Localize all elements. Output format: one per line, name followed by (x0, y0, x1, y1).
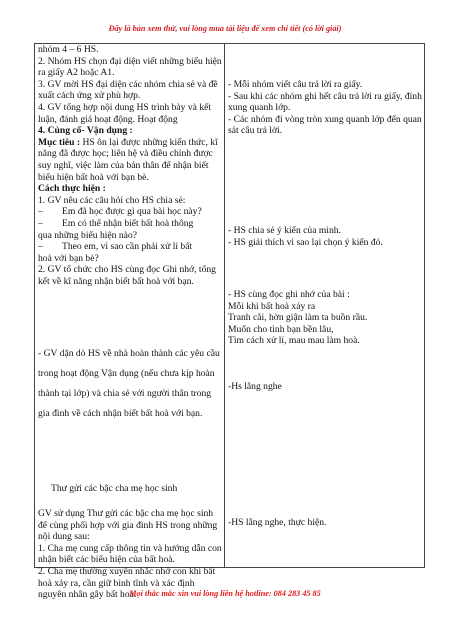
group-responses (228, 79, 422, 137)
question-item: – Theo em, vì sao cần phải xử lí bất (38, 241, 193, 253)
goal-paragraph (38, 137, 222, 183)
poem-line: Muốn cho tình bạn bền lâu, (228, 323, 334, 335)
memory-poem (228, 289, 422, 347)
response-text: - HS chia sẻ ý kiến của mình. (228, 225, 341, 236)
response-text: - Các nhóm đi vòng tròn xung quanh lớp đến quan sát câu trả lời. (228, 113, 422, 137)
question-text: Em có thể nhận biết bất hoà thông (62, 217, 194, 229)
share-responses (228, 225, 422, 248)
method-heading: Cách thực hiện : (38, 183, 106, 195)
goal-text: HS ôn lại được những kiến thức, kĩ năng đã được học; liên hệ và điều chỉnh được suy nghĩ, việc làm của bản thân để nhận biết biểu hiện bất hoà với bạn bè. (38, 136, 218, 183)
letter-title (51, 483, 222, 495)
poem-line: Tranh cãi, hờn giận làm ta buồn rầu. (228, 312, 368, 324)
response-text: -Hs lắng nghe (228, 381, 282, 392)
letter-item: 2. Cha mẹ thường xuyên nhắc nhở con khi bất hoà xảy ra, cần giữ bình tĩnh và xác định nguyên nhân gây bất hoà. (38, 565, 216, 601)
step-text: 2. GV tổ chức cho HS cùng đọc Ghi nhớ, tổng kết về kĩ năng nhận biết bất hoà với bạn. (38, 264, 216, 287)
homework-text: - GV dặn dò HS về nhà hoàn thành các yêu cầu trong hoạt động Vận dụng (nếu chưa kịp hoàn thành tại lớp) và chia sẻ với người thân trong gia đình về cách nhận biết bất hoà với bạn. (38, 348, 220, 419)
poem-line: Tìm cách xử lí, mau mau làm hoà. (228, 335, 360, 347)
question-item: – Em có thể nhận biết bất hoà thông (38, 217, 194, 229)
step-text: 4. GV tổng hợp nội dung HS trình bày và kết luận, đánh giá hoạt động. Hoạt động (38, 101, 212, 125)
letter-intro: GV sử dụng Thư gửi các bậc cha mẹ học sinh để cùng phối hợp với gia đình HS trong những nội dung sau: (38, 508, 218, 543)
step-text: nhóm 4 – 6 HS. (38, 44, 99, 55)
poem-line: Mỗi khi bất hoà xảy ra (228, 300, 316, 312)
step-text: 3. GV mời HS đại diện các nhóm chia sẻ và đề xuất cách ứng xử phù hợp. (38, 78, 218, 102)
question-text: Theo em, vì sao cần phải xử lí bất (62, 241, 193, 253)
question-text-cont: qua những biểu hiện nào? (38, 229, 137, 241)
section-heading: 4. Củng cố- Vận dụng : (38, 125, 133, 137)
response-text: - HS cùng đọc ghi nhớ của bài : (228, 289, 350, 300)
response-text: -HS lắng nghe, thực hiện. (228, 517, 327, 528)
question-text: Em đã học được gì qua bài học này? (62, 206, 202, 218)
homework-paragraph (38, 344, 222, 424)
listen-do-response (228, 517, 422, 529)
question-text-cont: hoà với bạn bè? (38, 252, 99, 264)
hotline-notice: Mọi thắc mắc xin vui lòng liên hệ hotline: 084 283 45 85 (129, 589, 321, 598)
response-text: - Sau khi các nhóm ghi hết câu trả lời ra giấy, đính xung quanh lớp. (228, 90, 422, 114)
listen-response (228, 381, 422, 393)
letter-section (38, 508, 222, 601)
response-text: - HS giải thích vì sao lại chọn ý kiến đó. (228, 236, 383, 248)
question-item: – Em đã học được gì qua bài học này? (38, 206, 202, 218)
letter-item: 1. Cha mẹ cung cấp thông tin và hướng dẫn con nhận biết các biểu hiện của bất hoà. (38, 542, 222, 566)
letter-title-text: Thư gửi các bậc cha mẹ học sinh (51, 483, 178, 494)
step-text: 1. GV nêu các câu hỏi cho HS chia sẻ: (38, 194, 186, 206)
student-activities-cell (225, 44, 425, 568)
response-text: - Mỗi nhóm viết câu trả lời ra giấy. (228, 79, 363, 90)
group-work-steps (38, 44, 222, 287)
goal-label: Mục tiêu : (38, 136, 81, 148)
preview-notice: Đây là bản xem thử, vui lòng mua tài liệu để xem chi tiết (có lời giải) (108, 24, 342, 33)
step-text: 2. Nhóm HS chọn đại diện viết những biểu hiện ra giấy A2 hoặc A1. (38, 55, 222, 79)
